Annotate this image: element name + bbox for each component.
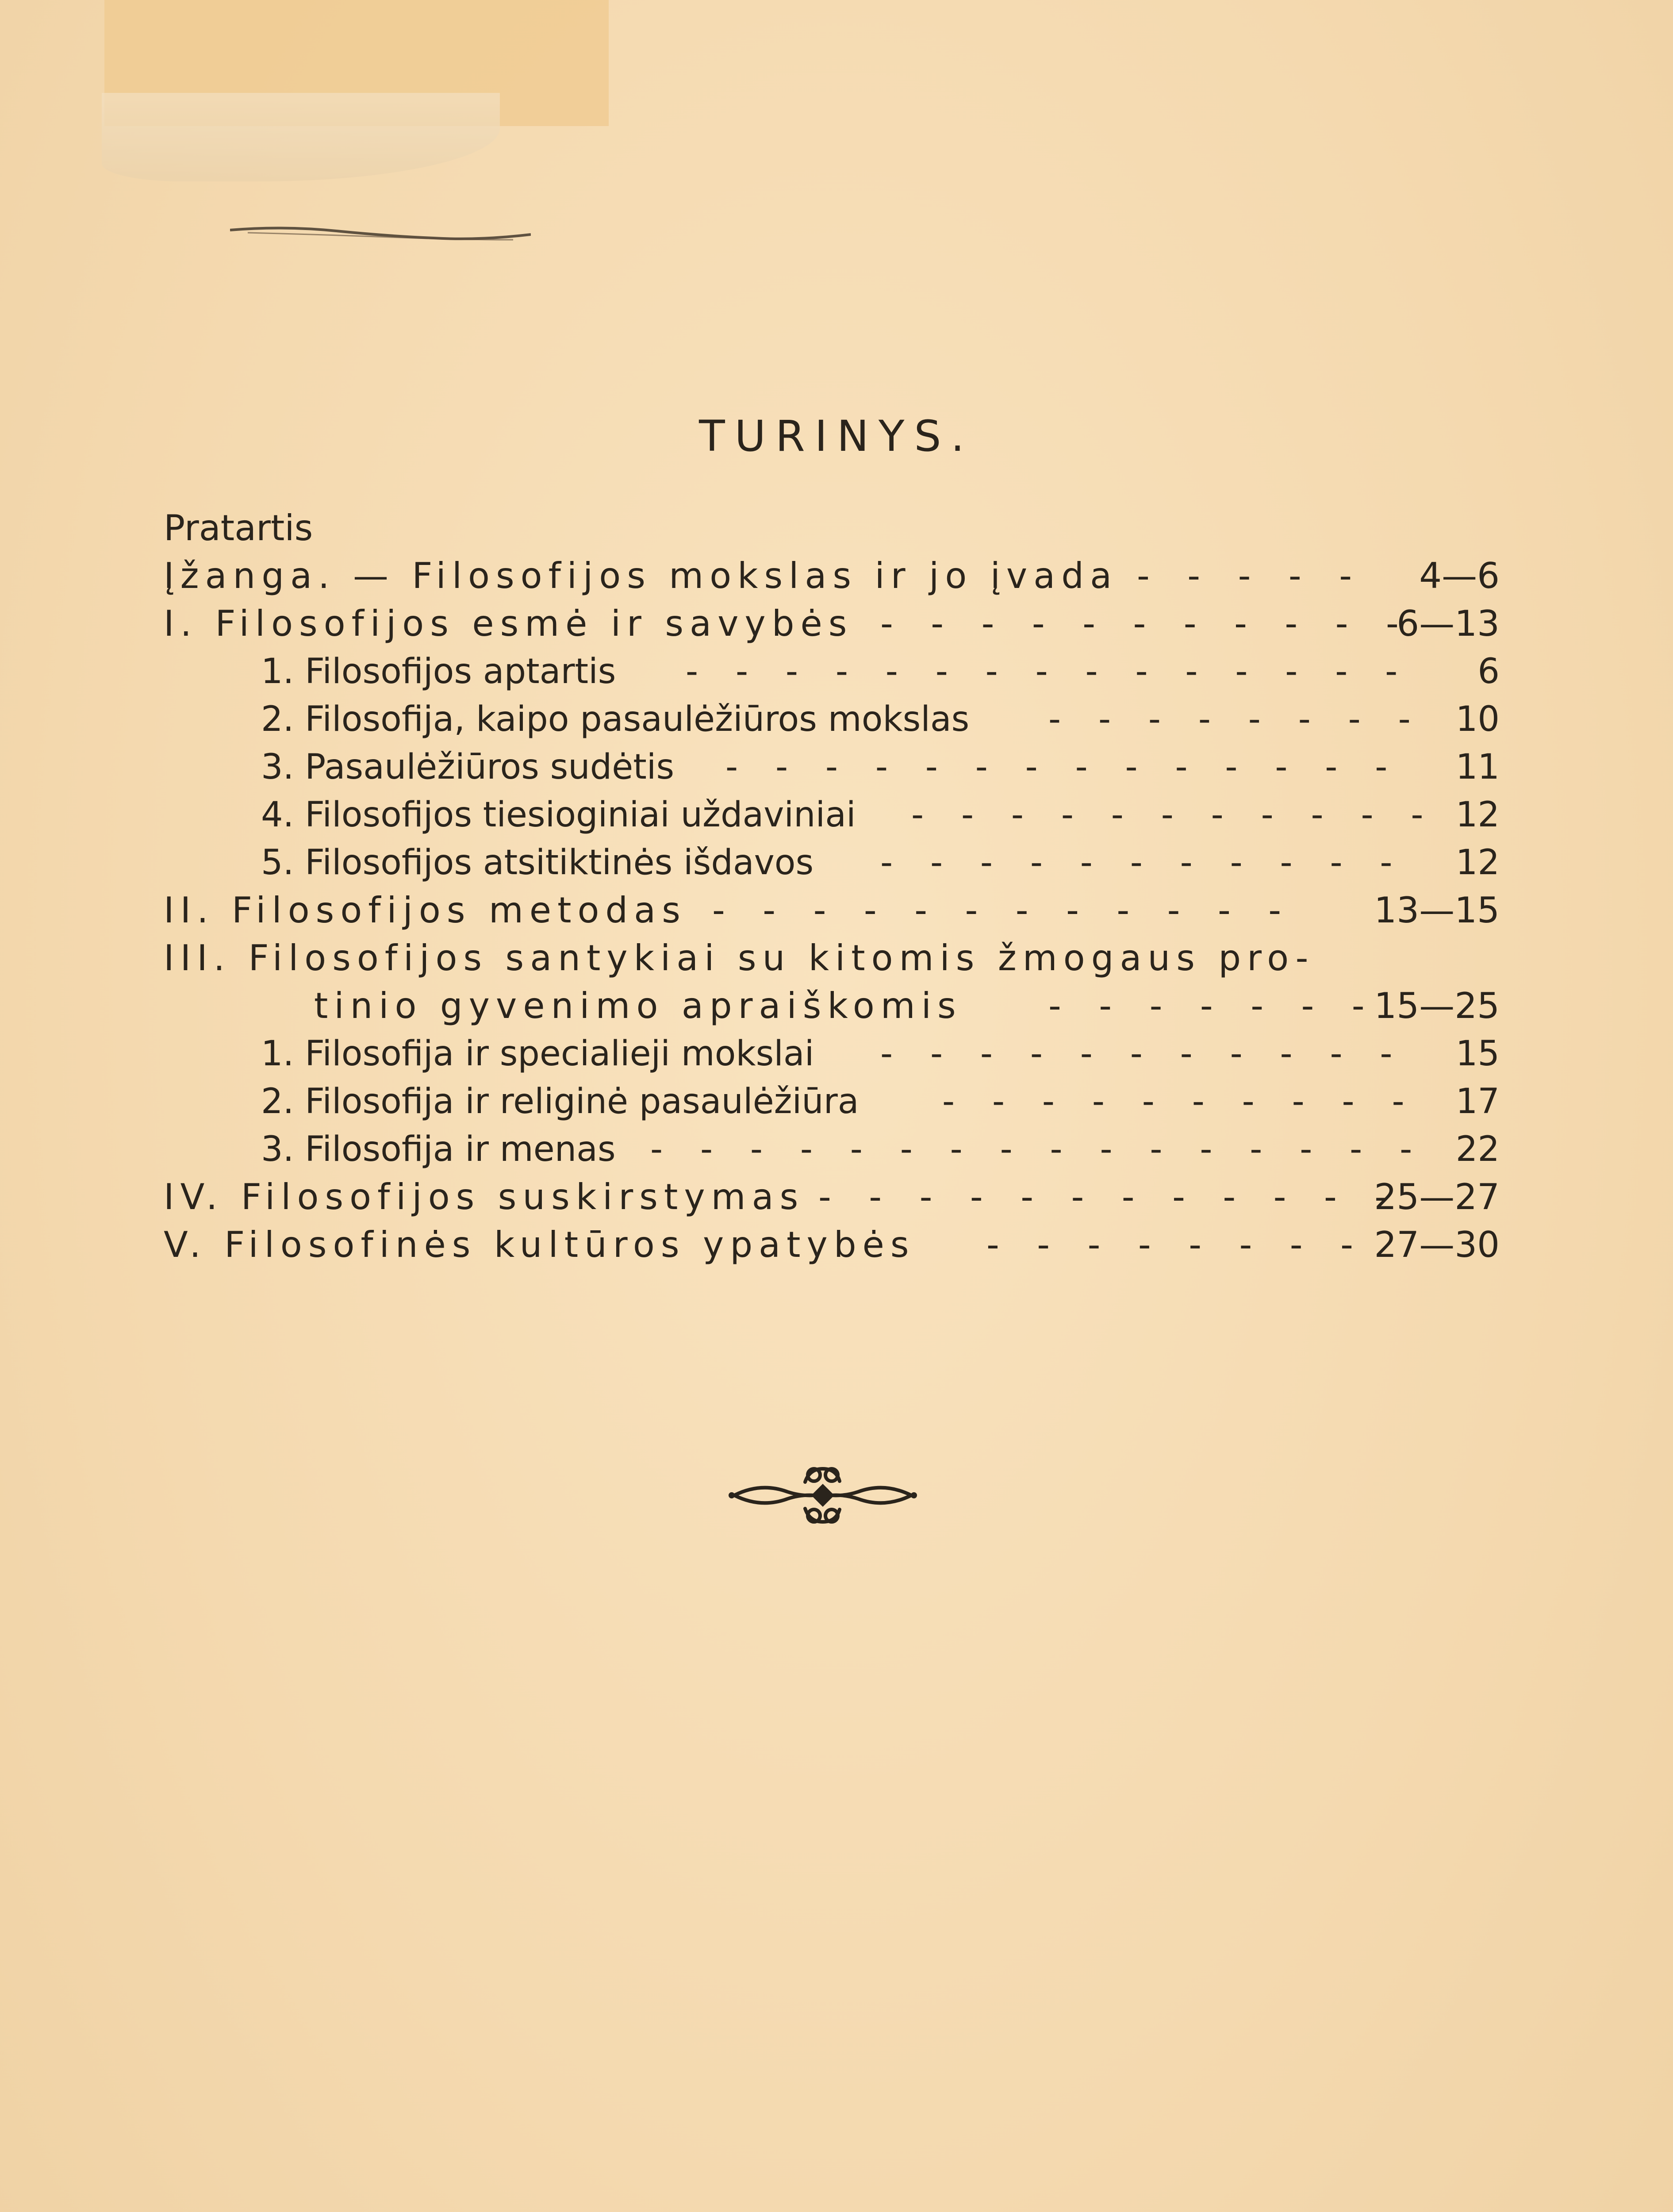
toc-label: tinio gyvenimo apraiškomis — [314, 985, 962, 1026]
page-title: TURINYS. — [699, 411, 974, 461]
toc-page-number: 4—6 — [1419, 555, 1500, 596]
toc-leader-dots: - - - - - - - - - - - — [880, 1034, 1406, 1074]
toc-leader-dots: - - - - - - - - - - - - - - — [725, 747, 1401, 787]
paper-tear — [102, 93, 500, 181]
toc-page-number: 12 — [1455, 843, 1500, 883]
toc-row — [164, 1125, 1500, 1173]
toc-label: Pratartis — [164, 507, 313, 549]
toc-row — [164, 791, 1500, 839]
toc-label: 1. Filosofijos aptartis — [261, 652, 616, 691]
toc-leader-dots: - - - - - - - - - - - - — [712, 890, 1295, 931]
toc-row-continuation — [164, 982, 1500, 1030]
toc-label: 3. Filosofija ir menas — [261, 1129, 616, 1169]
toc-row — [164, 552, 1500, 600]
toc-page-number: 22 — [1455, 1129, 1500, 1169]
toc-row — [164, 1030, 1500, 1078]
toc-row — [164, 600, 1500, 648]
ink-scratch — [230, 221, 531, 248]
toc-page-number: 27—30 — [1374, 1224, 1500, 1265]
toc-row-preface — [164, 504, 1500, 552]
toc-page-number: 13—15 — [1374, 890, 1500, 931]
toc-label: I. Filosofijos esmė ir savybės — [164, 603, 853, 644]
toc-label: 5. Filosofijos atsitiktinės išdavos — [261, 843, 814, 883]
toc-label: Įžanga. — Filosofijos mokslas ir jo įvada — [164, 555, 1118, 596]
toc-row — [164, 743, 1500, 791]
toc-label: V. Filosofinės kultūros ypatybės — [164, 1224, 915, 1265]
toc-leader-dots: - - - - - - - - - - - - — [818, 1176, 1401, 1217]
fleuron-ornament-icon — [725, 1455, 920, 1535]
toc-page-number: 11 — [1455, 747, 1500, 787]
toc-leader-dots: - - - - - - - - - - - — [880, 603, 1412, 644]
toc-page-number: 12 — [1455, 795, 1500, 835]
toc-page-number: 15 — [1455, 1034, 1500, 1074]
toc-leader-dots: - - - - - - - - - - - — [911, 795, 1437, 835]
toc-row — [164, 648, 1500, 695]
toc-leader-dots: - - - - - - - - - - - - - - - - — [650, 1129, 1426, 1169]
toc-label: 4. Filosofijos tiesioginiai uždaviniai — [261, 795, 856, 835]
toc-page-number: 6—13 — [1397, 603, 1500, 644]
toc-leader-dots: - - - - - — [1137, 555, 1366, 596]
toc-leader-dots: - - - - - - - - — [986, 1224, 1366, 1265]
toc-row — [164, 839, 1500, 887]
toc-label: II. Filosofijos metodas — [164, 890, 687, 931]
toc-row — [164, 887, 1500, 934]
toc-row — [164, 1173, 1500, 1221]
toc-row — [164, 1078, 1500, 1125]
toc-row — [164, 1221, 1500, 1269]
toc-leader-dots: - - - - - - - — [1048, 985, 1378, 1026]
toc-label: III. Filosofijos santykiai su kitomis žmogaus pro- — [164, 937, 1315, 979]
toc-page-number: 10 — [1455, 699, 1500, 739]
toc-row — [164, 934, 1500, 982]
toc-leader-dots: - - - - - - - - - - — [942, 1082, 1418, 1121]
toc-page-number: 6 — [1477, 652, 1500, 691]
toc-label: 2. Filosofija, kaipo pasaulėžiūros mokslas — [261, 699, 970, 739]
toc-label: 1. Filosofija ir specialieji mokslai — [261, 1034, 814, 1074]
toc-label: 3. Pasaulėžiūros sudėtis — [261, 747, 675, 787]
toc-page-number: 25—27 — [1374, 1176, 1500, 1217]
toc-label: IV. Filosofijos suskirstymas — [164, 1176, 805, 1217]
table-of-contents — [164, 504, 1500, 1269]
toc-page-number: 17 — [1455, 1082, 1500, 1121]
toc-leader-dots: - - - - - - - - — [1048, 699, 1424, 739]
toc-page-number: 15—25 — [1374, 985, 1500, 1026]
toc-label: 2. Filosofija ir religinė pasaulėžiūra — [261, 1082, 859, 1121]
toc-leader-dots: - - - - - - - - - - - — [880, 843, 1406, 883]
toc-leader-dots: - - - - - - - - - - - - - - - — [686, 652, 1411, 691]
toc-row — [164, 695, 1500, 743]
